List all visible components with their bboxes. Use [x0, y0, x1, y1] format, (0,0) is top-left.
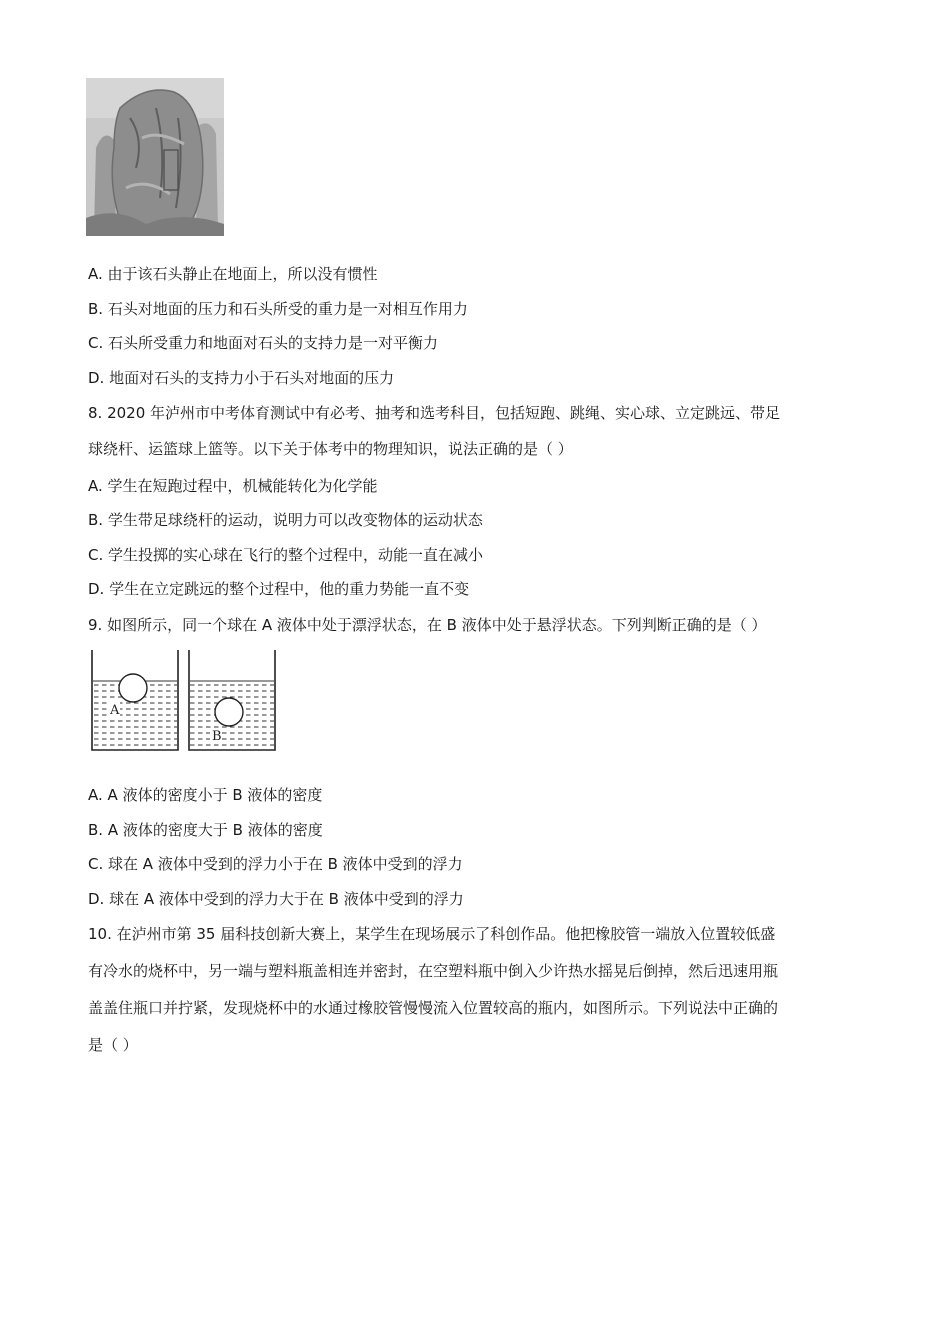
q8-option-c	[88, 545, 483, 565]
q8-option-b	[88, 510, 483, 530]
ball-suspended	[215, 698, 243, 726]
q9-option-d	[88, 889, 464, 909]
q10-stem-line1: 10. 在泸州市第 35 届科技创新大赛上，某学生在现场展示了科创作品。他把橡胶管一端放入位置较低盛	[88, 925, 776, 943]
option-letter: D.	[88, 369, 105, 387]
option-text: 学生投掷的实心球在飞行的整个过程中，动能一直在减小	[108, 546, 484, 564]
beakers-figure	[86, 646, 282, 756]
q10-stem-line3: 盖盖住瓶口并拧紧，发现烧杯中的水通过橡胶管慢慢流入位置较高的瓶内，如图所示。下列说法中正确的	[88, 999, 779, 1017]
q10-stem-line4: 是（ ）	[88, 1036, 138, 1054]
q9-option-b	[88, 820, 323, 840]
option-text: 石头对地面的压力和石头所受的重力是一对相互作用力	[107, 300, 468, 318]
option-text: 学生带足球绕杆的运动，说明力可以改变物体的运动状态	[107, 511, 483, 529]
q9-stem: 9. 如图所示，同一个球在 A 液体中处于漂浮状态，在 B 液体中处于悬浮状态。下列判断正确的是（ ）	[88, 616, 767, 634]
option-text: 球在 A 液体中受到的浮力小于在 B 液体中受到的浮力	[108, 855, 463, 873]
option-letter: B.	[88, 821, 104, 839]
q7-option-c	[88, 333, 438, 353]
q8-stem-line2: 球绕杆、运篮球上篮等。以下关于体考中的物理知识，说法正确的是（ ）	[88, 440, 573, 458]
q8-option-d	[88, 579, 469, 599]
option-text: 球在 A 液体中受到的浮力大于在 B 液体中受到的浮力	[109, 890, 464, 908]
option-letter: D.	[88, 580, 105, 598]
option-letter: C.	[88, 855, 104, 873]
q9-option-c	[88, 854, 463, 874]
q7-option-a	[88, 264, 378, 284]
option-text: A 液体的密度大于 B 液体的密度	[107, 821, 323, 839]
q7-option-d	[88, 368, 394, 388]
beaker-a	[92, 650, 178, 750]
option-text: 由于该石头静止在地面上，所以没有惯性	[107, 265, 378, 283]
option-letter: A.	[88, 477, 103, 495]
option-text: 地面对石头的支持力小于石头对地面的压力	[109, 369, 395, 387]
label-a: A	[110, 703, 120, 718]
option-letter: D.	[88, 890, 105, 908]
option-text: A 液体的密度小于 B 液体的密度	[107, 786, 323, 804]
option-letter: C.	[88, 334, 104, 352]
option-letter: A.	[88, 786, 103, 804]
label-b: B	[212, 729, 222, 744]
ball-floating	[119, 674, 147, 702]
stone-photo	[86, 78, 224, 236]
option-text: 学生在短跑过程中，机械能转化为化学能	[107, 477, 378, 495]
option-text: 学生在立定跳远的整个过程中，他的重力势能一直不变	[109, 580, 470, 598]
q10-stem-line2: 有冷水的烧杯中，另一端与塑料瓶盖相连并密封，在空塑料瓶中倒入少许热水摇晃后倒掉，然后迅速用瓶	[88, 962, 779, 980]
option-letter: A.	[88, 265, 103, 283]
option-letter: C.	[88, 546, 104, 564]
q7-option-b	[88, 299, 468, 319]
option-letter: B.	[88, 511, 104, 529]
option-letter: B.	[88, 300, 104, 318]
q9-option-a	[88, 785, 322, 805]
option-text: 石头所受重力和地面对石头的支持力是一对平衡力	[108, 334, 439, 352]
q8-option-a	[88, 476, 378, 496]
q8-stem-line1: 8. 2020 年泸州市中考体育测试中有必考、抽考和选考科目，包括短跑、跳绳、实心球、立定跳远、带足	[88, 404, 781, 422]
beaker-b	[189, 650, 275, 750]
